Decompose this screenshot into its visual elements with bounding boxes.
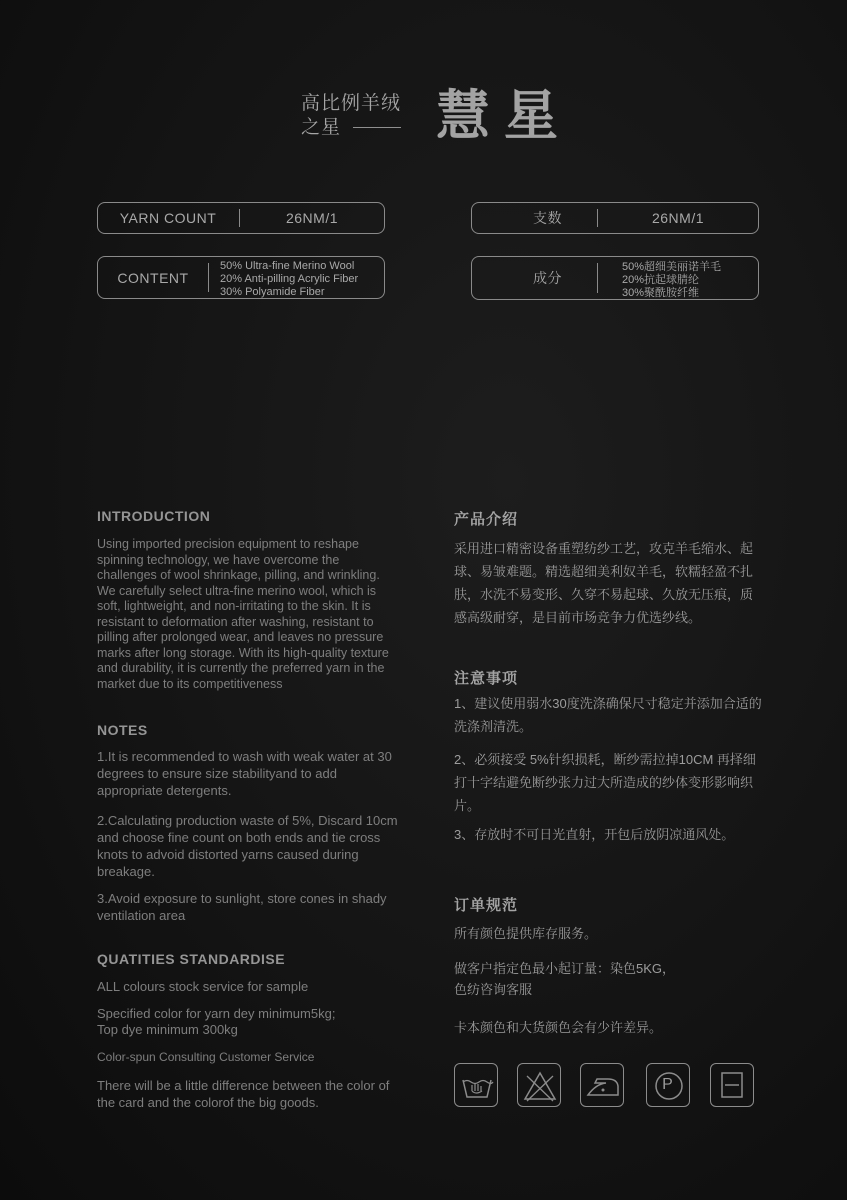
yarn-count-label: YARN COUNT — [119, 210, 217, 226]
box-separator — [597, 263, 598, 293]
order-cn-title: 订单规范 — [454, 897, 519, 914]
content-line: 50% Ultra-fine Merino Wool — [220, 260, 355, 272]
subtitle-line-1: 高比例羊绒 — [301, 93, 402, 114]
intro-cn-title: 产品介绍 — [454, 511, 519, 528]
intro-cn-text: 采用进口精密设备重塑纺纱工艺，攻克羊毛缩水、起球、易皱难题。精选超细美利奴羊毛，软糯轻盈不扎肤，水洗不易变形、久穿不易起球、久放无压痕，质感高级耐穿，是目前市场竞争力优选纱线。 — [454, 541, 754, 625]
yarn-count-value-cn: 26NM/1 — [651, 210, 705, 226]
content-box-cn — [471, 256, 759, 300]
order-cn-item-1: 所有颜色提供库存服务。 — [454, 926, 598, 941]
notes-item-3: 3.Avoid exposure to sunlight, store cones in shady ventilation area — [97, 891, 387, 923]
yarn-count-box-en — [97, 202, 385, 234]
hand-wash-icon — [454, 1063, 498, 1107]
notes-cn-title: 注意事项 — [454, 670, 519, 687]
dry-clean-p-icon — [646, 1063, 690, 1107]
notes-title: NOTES — [97, 722, 148, 738]
line-dry-icon — [710, 1063, 754, 1107]
introduction-title: INTRODUCTION — [97, 508, 211, 524]
content-line: 50%超细美丽诺羊毛 — [622, 261, 722, 273]
notes-item-2: 2.Calculating production waste of 5%, Discard 10cm and choose fine count on both ends and tie cross knots to advoid distorted yarns caused during breakage. — [97, 813, 398, 879]
yarn-count-label-cn: 支数 — [533, 210, 562, 226]
quality-item-3: Color-spun Consulting Customer Service — [97, 1050, 315, 1064]
quality-title: QUATITIES STANDARDISE — [97, 951, 286, 967]
notes-item-1: 1.It is recommended to wash with weak water at 30 degrees to ensure size stabilityand to add appropriate detergents. — [97, 749, 392, 798]
content-box-en — [97, 256, 385, 299]
brand-name: 慧星 — [436, 86, 572, 146]
content-lines-en — [220, 260, 358, 299]
content-line: 30% Polyamide Fiber — [220, 286, 325, 298]
yarn-count-box-cn — [471, 202, 759, 234]
no-bleach-icon — [517, 1063, 561, 1107]
content-line: 20%抗起球腈纶 — [622, 274, 700, 286]
notes-cn-item-1: 1、建议使用弱水30度洗涤确保尺寸稳定并添加合适的洗涤剂清洗。 — [454, 696, 762, 734]
quality-item-4: There will be a little difference between the color of the card and the colorof the big goods. — [97, 1078, 390, 1110]
content-line: 30%聚酰胺纤维 — [622, 287, 700, 299]
divider-dash — [353, 127, 401, 128]
quality-item-1: ALL colours stock service for sample — [97, 979, 309, 994]
order-cn-item-2: 做客户指定色最小起订量：染色5KG， 色纺咨询客服 — [454, 961, 676, 997]
content-label-cn: 成分 — [533, 270, 562, 286]
yarn-count-value: 26NM/1 — [285, 210, 339, 226]
subtitle — [301, 92, 401, 140]
quality-item-2: Specified color for yarn dey minimum5kg; Top dye minimum 300kg — [97, 1006, 336, 1037]
notes-cn-item-2: 2、必须接受 5%针织损耗，断纱需拉掉10CM 再择细打十字结避免断纱张力过大所造成的纱体变形影响织片。 — [454, 752, 756, 813]
subtitle-line-2: 之星 — [301, 117, 342, 138]
low-iron-icon — [580, 1063, 624, 1107]
introduction-text: Using imported precision equipment to reshape spinning technology, we have overcome the challenges of wool shrinkage, pilling, and wrinkling. We carefully select ultra-fine merino wool, which is soft, lightweight, and non-irritating to the skin. It is resistant to deformation after washing, resistant to pilling after prolonged wear, and leaves no pressure marks after long storage. With its high-quality texture and durability, it is currently the preferred yarn in the market due to its competitiveness — [97, 537, 389, 691]
content-label: CONTENT — [117, 269, 189, 286]
content-line: 20% Anti-pilling Acrylic Fiber — [220, 273, 359, 285]
dry-clean-p-letter: P — [662, 1075, 673, 1093]
content-lines-cn — [622, 261, 721, 300]
box-separator — [208, 263, 209, 292]
notes-cn-item-3: 3、存放时不可日光直射，开包后放阴凉通风处。 — [454, 827, 735, 842]
order-cn-item-3: 卡本颜色和大货颜色会有少许差异。 — [454, 1020, 663, 1035]
